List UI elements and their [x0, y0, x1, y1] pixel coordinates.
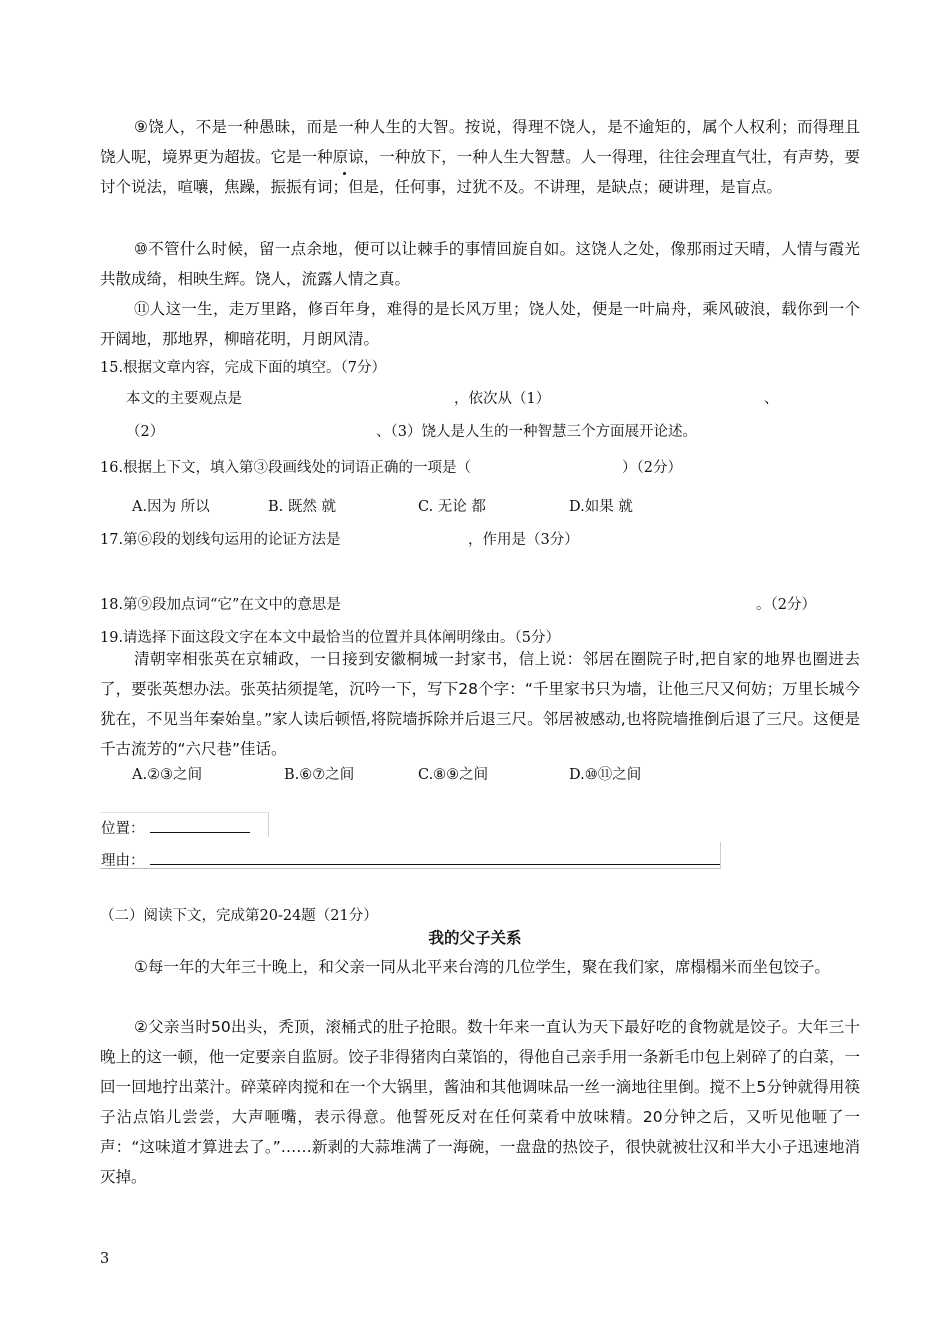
reason-label: 理由： — [101, 853, 145, 869]
position-answer-line[interactable] — [150, 832, 250, 833]
q19-option-b: B.⑥⑦之间 — [284, 767, 355, 783]
question-17-effect: ，作用是（3分） — [468, 532, 579, 548]
question-18-score: 。（2分） — [756, 597, 816, 613]
section-2-heading: （二）阅读下文，完成第20-24题（21分） — [100, 908, 378, 924]
question-15-stem: 15.根据文章内容，完成下面的填空。（7分） — [100, 360, 387, 376]
q15-main-idea-label: 本文的主要观点是 — [126, 391, 242, 407]
page-number: 3 — [100, 1250, 110, 1267]
article-paragraph-2: ②父亲当时50出头，秃顶，滚桶式的肚子抢眼。数十年来一直认为天下最好吃的食物就是饺子。大年三十晚上的这一顿，他一定要亲自监厨。饺子非得猪肉白菜馅的，得他自己亲手用一条新毛巾包上剁碎了的白菜，一回一回地拧出菜汁。碎菜碎肉搅和在一个大锅里，酱油和其他调味品一丝一滴地往里倒。搅不上5分钟就得用筷子沾点馅儿尝尝，大声咂嘴，表示得意。他誓死反对在任何菜肴中放味精。20分钟之后，又听见他咂了一声：“这味道才算进去了。”……新剥的大蒜堆满了一海碗，一盘盘的热饺子，很快就被壮汉和半大小子迅速地消灭掉。 — [100, 1018, 860, 1186]
paragraph-10: ⑩不管什么时候，留一点余地，便可以让棘手的事情回旋自如。这饶人之处，像那雨过天晴，人情与霞光共散成绮，相映生辉。饶人，流露人情之真。 — [100, 240, 860, 288]
q15-comma: 、 — [764, 391, 779, 407]
position-label: 位置： — [101, 821, 145, 837]
article-paragraph-1: ①每一年的大年三十晚上，和父亲一同从北平来台湾的几位学生，聚在我们家，席榻榻米而坐包饺子。 — [134, 958, 830, 976]
question-19-stem: 19.请选择下面这段文字在本文中最恰当的位置并具体阐明缘由。（5分） — [100, 630, 561, 646]
reason-answer-line[interactable] — [150, 864, 720, 865]
question-17-stem: 17.第⑥段的划线句运用的论证方法是 — [100, 532, 341, 548]
question-16-stem: 16.根据上下文，填入第③段画线处的词语正确的一项是（ — [100, 460, 472, 476]
question-16-score: ）（2分） — [622, 460, 682, 476]
q16-option-b: B. 既然 就 — [268, 499, 336, 515]
paragraph-9: ⑨饶人，不是一种愚昧，而是一种人生的大智。按说，得理不饶人，是不逾矩的，属个人权利；而得理且饶人呢，境界更为超拔。它是一种原谅，一种放下，一种人生大智慧。人一得理，往往会理直气壮，有声势，要讨个说法，喧嚷，焦躁，振振有词；但是，任何事，过犹不及。不讲理，是缺点；硬讲理，是盲点。 — [100, 118, 860, 196]
q19-option-d: D.⑩⑪之间 — [569, 767, 642, 783]
q15-point-2-label: （2） — [126, 424, 165, 440]
q15-point-3: 、（3）饶人是人生的一种智慧三个方面展开论述。 — [376, 424, 697, 440]
emphasis-dot — [343, 172, 346, 175]
q15-order-label: ，依次从（1） — [454, 391, 551, 407]
paragraph-11: ⑪人这一生，走万里路，修百年身，难得的是长风万里；饶人处，便是一叶扁舟，乘风破浪，载你到一个开阔地，那地界，柳暗花明，月朗风清。 — [100, 300, 860, 348]
article-title: 我的父子关系 — [428, 929, 522, 947]
q16-option-c: C. 无论 都 — [418, 499, 486, 515]
question-18-stem: 18.第⑨段加点词“它”在文中的意思是 — [100, 597, 341, 613]
q16-option-a: A.因为 所以 — [132, 499, 210, 515]
q16-option-d: D.如果 就 — [569, 499, 633, 515]
q19-passage: 清朝宰相张英在京辅政，一日接到安徽桐城一封家书，信上说：邻居在圈院子时,把自家的地界也圈进去了，要张英想办法。张英拈须提笔，沉吟一下，写下28个字：“千里家书只为墙，让他三尺又何妨；万里长城今犹在，不见当年秦始皇。”家人读后顿悟,将院墙拆除并后退三尺。邻居被感动,也将院墙推倒后退了三尺。这便是千古流芳的“六尺巷”佳话。 — [100, 650, 860, 758]
q19-option-a: A.②③之间 — [132, 767, 203, 783]
q19-option-c: C.⑧⑨之间 — [418, 767, 489, 783]
